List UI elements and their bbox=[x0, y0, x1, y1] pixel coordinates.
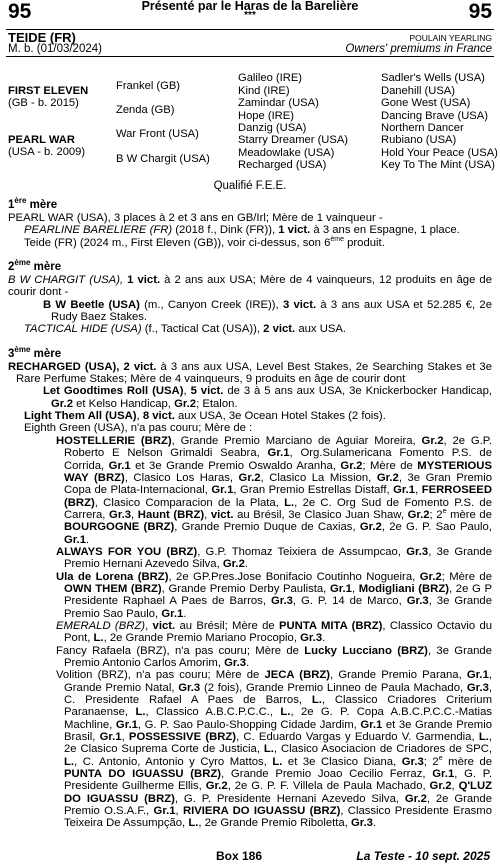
pedigree-gen4-7: Hold Your Peace (USA) bbox=[381, 147, 498, 159]
pedigree-gen4-6: Rubiano (USA) bbox=[381, 134, 457, 146]
grandproduce-hostellerie: HOSTELLERIE (BRZ), Grande Premio Marciano de Aguiar Moreira, Gr.2, 2e G.P. Roberto E Nelson Grimaldi Seabra, Gr.1, Org.Sulamericana Fomento P.S. de Corrida, Gr.1 et 3e Grande Premio Oswaldo Aranha, Gr.2; Mère de MYSTERIOUS WAY (BRZ), Clasico Los Haras, Gr.2, Clasico La Mission, Gr.2, 3e Gran Premio Copa de Plata-Internacional, Gr.1, Gran Premio Estrellas Distaff, Gr.1, FERROSEED (BRZ), Clasico Comparacion de la Plata, L., 2e C. Org Sud de Fomento P.S. de Carrera, Gr.3, Haunt (BRZ), vict. au Brésil, 3e Clasico Juan Shaw, Gr.2; 2e mère de BOURGOGNE (BRZ), Grande Premio Duque de Caxias, Gr.2, 2e G. P. Sao Paulo, Gr.1. bbox=[56, 434, 493, 546]
pedigree-gen3-5: Danzig (USA) bbox=[238, 122, 307, 134]
dam1-produce-1: PEARLINE BARELIERE (FR) (2018 f., Dink (FR)), 1 vict. à 3 ans en Espagne, 1 place. bbox=[24, 224, 460, 237]
top-rule bbox=[6, 29, 494, 30]
pedigree-gen3-8: Recharged (USA) bbox=[238, 159, 327, 171]
dam3-produce-3: Eighth Green (USA), n'a pas couru; Mère de : bbox=[24, 422, 253, 435]
pedigree-rule bbox=[6, 56, 494, 57]
pedigree-gen2-4: B W Chargit (USA) bbox=[116, 153, 210, 165]
dam3-produce-1: Let Goodtimes Roll (USA), 5 vict. de 3 à 5 ans aux USA, 3e Knickerbocker Handicap, Gr.2 et Kelso Handicap, Gr.2; Etalon. bbox=[43, 385, 492, 410]
footer-sale-date: La Teste - 10 sept. 2025 bbox=[356, 849, 490, 863]
pedigree-gen2-3: War Front (USA) bbox=[116, 128, 199, 140]
dam2-produce-1: B W Beetle (USA) (m., Canyon Creek (IRE)), 3 vict. à 3 ans aux USA et 52.285 €, 2e Rudy Baez Stakes. bbox=[43, 298, 493, 324]
pedigree-dam: PEARL WAR bbox=[8, 134, 75, 146]
pedigree-gen3-1: Galileo (IRE) bbox=[238, 72, 303, 84]
stars-line: *** bbox=[244, 10, 256, 21]
dam3-produce-2: Light Them All (USA), 8 vict. aux USA, 3e Ocean Hotel Stakes (2 fois). bbox=[24, 410, 386, 423]
grandproduce-emerald: EMERALD (BRZ), vict. au Brésil; Mère de PUNTA MITA (BRZ), Classico Octavio du Pont, L., 2e Grande Premio Mariano Procopio, Gr.3. bbox=[56, 619, 493, 645]
lot-number-left: 95 bbox=[8, 0, 32, 23]
dam3-heading: 3ème mère bbox=[8, 344, 62, 360]
pedigree-sire-info: (GB - b. 2015) bbox=[8, 97, 79, 109]
pedigree-gen4-1: Sadler's Wells (USA) bbox=[381, 72, 485, 84]
presenter-line: Présenté par le Haras de la Barelière bbox=[141, 0, 359, 13]
pedigree-gen4-2: Danehill (USA) bbox=[381, 85, 455, 97]
pedigree-gen4-4: Dancing Brave (USA) bbox=[381, 110, 488, 122]
pedigree-gen3-3: Zamindar (USA) bbox=[238, 97, 319, 109]
produce-record bbox=[8, 196, 493, 830]
dam2-entry: B W CHARGIT (USA), 1 vict. à 2 ans aux USA; Mère de 4 vainqueurs, 12 produits en âge de courir dont - bbox=[8, 274, 492, 299]
pedigree-gen3-4: Hope (IRE) bbox=[238, 110, 294, 122]
grandproduce-always-for-you: ALWAYS FOR YOU (BRZ), G.P. Thomaz Teixiera de Assumpcao, Gr.3, 3e Grande Premio Hernani Azevedo Silva, Gr.2. bbox=[56, 545, 493, 571]
owners-premiums-note: Owners' premiums in France bbox=[345, 43, 492, 55]
pedigree-gen4-8: Key To The Mint (USA) bbox=[381, 159, 495, 171]
pedigree-gen4-3: Gone West (USA) bbox=[381, 97, 471, 109]
pedigree-gen4-5: Northern Dancer bbox=[381, 122, 464, 134]
dam3-entry: RECHARGED (USA), 2 vict. à 3 ans aux USA, Level Best Stakes, 2e Searching Stakes et 3e Rare Perfume Stakes; Mère de 4 vainqueurs, 9 produits en âge de courir dont bbox=[8, 360, 492, 386]
horse-category: POULAIN YEARLING bbox=[409, 33, 492, 43]
grandproduce-fancy-rafaela: Fancy Rafaela (BRZ), n'a pas couru; Mère de Lucky Lucciano (BRZ), 3e Grande Premio Antonio Carlos Amorim, Gr.3. bbox=[56, 644, 492, 669]
lot-number-right: 95 bbox=[468, 0, 492, 23]
dam2-heading: 2ème mère bbox=[8, 258, 62, 274]
pedigree-gen2-1: Frankel (GB) bbox=[116, 80, 181, 92]
grandproduce-ula-de-lorena: Ula de Lorena (BRZ), 2e GP.Pres.Jose Bonifacio Coutinho Nogueira, Gr.2; Mère de OWN THEM (BRZ), Grande Premio Derby Paulista, Gr.1, Modigliani (BRZ), 2e G P Presidente Raphael A Paes de Barros, Gr.3, G. P. 14 de Marco, Gr.3, 3e Grande Premio Sao Paulo, Gr.1. bbox=[56, 570, 492, 620]
horse-sex-dob: M. b. (01/03/2024) bbox=[8, 43, 102, 55]
pedigree-gen2-2: Zenda (GB) bbox=[116, 104, 175, 116]
pedigree-gen3-6: Starry Dreamer (USA) bbox=[238, 134, 349, 146]
pedigree-gen3-2: Kind (IRE) bbox=[238, 85, 290, 97]
footer-box: Box 186 bbox=[216, 849, 263, 863]
pedigree-sire: FIRST ELEVEN bbox=[8, 85, 89, 97]
horse-name: TEIDE (FR) bbox=[8, 30, 76, 45]
dam1-produce-2: Teide (FR) (2024 m., First Eleven (GB)), voir ci-dessus, son 6ème produit. bbox=[24, 235, 385, 249]
grandproduce-volition: Volition (BRZ), n'a pas couru; Mère de JECA (BRZ), Grande Premio Parana, Gr.1, Grande Premio Natal, Gr.3 (2 fois), Grande Premio Linneo de Paula Machado, Gr.3, C. Presidente Rafael A Paes de Barros, L., Classico Criadores Criterium Paranaense, L., Classico A.B.C.P.C.C., L., 2e G. P. Copa A.B.C.P.C.C.-Matias Machline, Gr.1, G. P. Sao Paulo-Shopping Cidade Jardim, Gr.1 et 3e Grande Premio Brasil, Gr.1, POSSESSIVE (BRZ), C. Eduardo Vargas y Eduardo V. Garmendia, L., 2e Clasico Suprema Corte de Justicia, L., Clasico Asociacion de Criadores de SPC, L., C. Antonio, Antonio y Cyro Mattos, L. et 3e Clasico Diana, Gr.3; 2e mère de PUNTA DO IGUASSU (BRZ), Grande Premio Joao Cecilio Ferraz, Gr.1, G. P. Presidente Guilherme Ellis, Gr.2, 2e G. P. F. Villela de Paula Machado, Gr.2, Q'LUZ DO IGUASSU (BRZ), G. P. Presidente Hernani Azevedo Silva, Gr.2, 2e Grande Premio O.S.A.F., Gr.1, RIVIERA DO IGUASSU (BRZ), Classico Presidente Erasmo Teixeira De Assumpção, L., 2e Grande Premio Riboletta, Gr.3. bbox=[56, 669, 493, 830]
dam1-heading: 1ère mère bbox=[8, 196, 58, 211]
dam2-produce-2: TACTICAL HIDE (USA) (f., Tactical Cat (USA)), 2 vict. aux USA. bbox=[24, 323, 347, 336]
dam1-entry: PEARL WAR (USA), 3 places à 2 et 3 ans en GB/Irl; Mère de 1 vainqueur - bbox=[8, 212, 383, 224]
qualification: Qualifié F.E.E. bbox=[213, 180, 287, 192]
pedigree-gen3-7: Meadowlake (USA) bbox=[238, 147, 335, 159]
pedigree-dam-info: (USA - b. 2009) bbox=[8, 146, 86, 158]
